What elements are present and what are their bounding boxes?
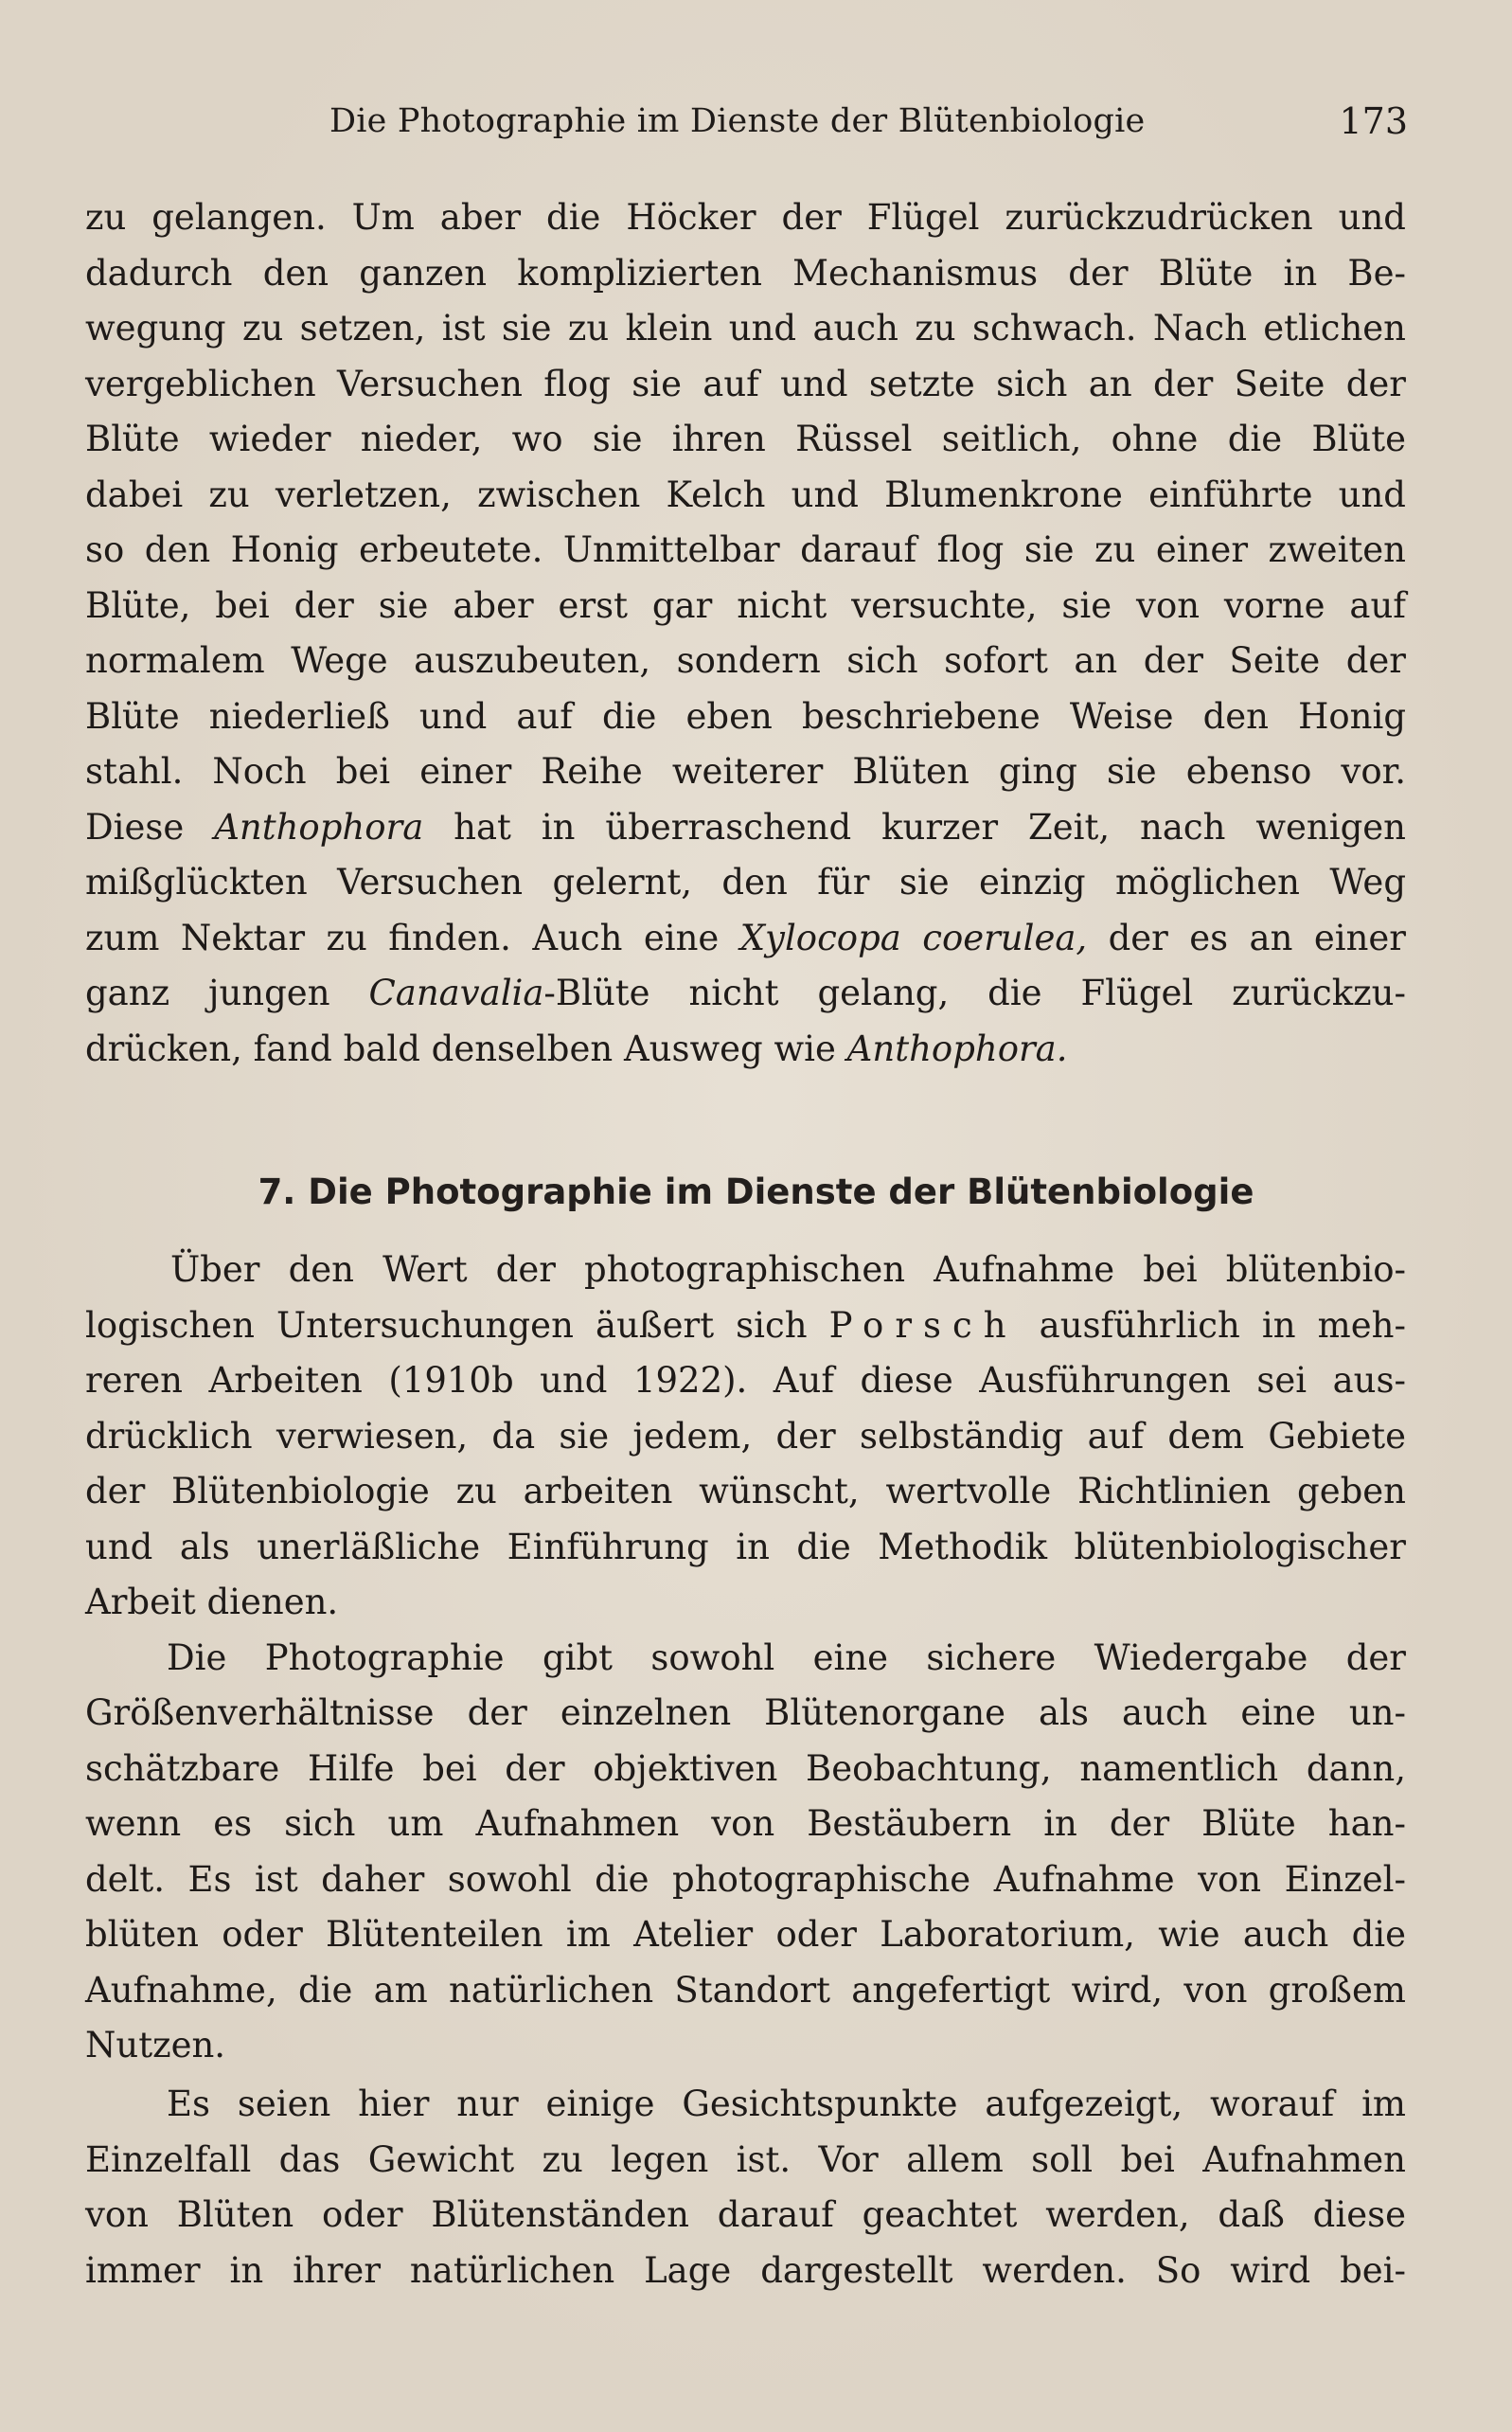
- text-line: [85, 1022, 1406, 1077]
- text-line: drücklich verwiesen, da sie jedem, der selbständig auf dem Gebiete: [85, 1416, 1406, 1457]
- text-line: Einzelfall das Gewicht zu legen ist. Vor allem soll bei Aufnahmen: [85, 2139, 1406, 2180]
- text-line: Aufnahme, die am natürlichen Standort angefertigt wird, von großem: [85, 1970, 1406, 2011]
- section-heading: 7. Die Photographie im Dienste der Blütenbiologie: [258, 1171, 1254, 1212]
- text-run: hat in überraschend kurzer Zeit, nach wenigen: [423, 807, 1406, 848]
- text-line: stahl. Noch bei einer Reihe weiterer Blüten ging sie ebenso vor.: [85, 751, 1406, 792]
- text-line: immer in ihrer natürlichen Lage dargestellt werden. So wird bei-: [85, 2250, 1406, 2291]
- italic-taxon: Canavalia: [368, 973, 544, 1013]
- text-line: dadurch den ganzen komplizierten Mechanismus der Blüte in Be-: [85, 253, 1406, 294]
- text-line: mißglückten Versuchen gelernt, den für sie einzig möglichen Weg: [85, 862, 1406, 903]
- text-run: zum Nektar zu finden. Auch eine: [85, 918, 740, 958]
- text-line: normalem Wege auszubeuten, sondern sich sofort an der Seite der: [85, 640, 1406, 681]
- text-run: -Blüte nicht gelang, die Flügel zurückzu-: [543, 973, 1406, 1013]
- text-run: Diese: [85, 807, 215, 848]
- text-line: blüten oder Blütenteilen im Atelier oder Laboratorium, wie auch die: [85, 1914, 1406, 1955]
- text-line: schätzbare Hilfe bei der objektiven Beobachtung, namentlich dann,: [85, 1748, 1406, 1789]
- text-line: [85, 800, 1406, 855]
- text-line: und als unerläßliche Einführung in die Methodik blütenbiologischer: [85, 1527, 1406, 1567]
- text-line: delt. Es ist daher sowohl die photographische Aufnahme von Einzel-: [85, 1859, 1406, 1900]
- text-line: Arbeit dienen.: [85, 1582, 339, 1622]
- text-line: [85, 911, 1406, 966]
- text-line: reren Arbeiten (1910b und 1922). Auf diese Ausführungen sei aus-: [85, 1360, 1406, 1401]
- text-line: Größenverhältnisse der einzelnen Blütenorgane als auch eine un-: [85, 1692, 1406, 1733]
- text-line: [85, 1298, 1406, 1353]
- text-run: ausführlich in meh-: [1017, 1305, 1406, 1346]
- text-line: der Blütenbiologie zu arbeiten wünscht, wertvolle Richtlinien geben: [85, 1471, 1406, 1511]
- spaced-author-name: Porsch: [828, 1305, 1018, 1346]
- text-line: zu gelangen. Um aber die Höcker der Flügel zurückzudrücken und: [85, 197, 1406, 238]
- page-number: 173: [1339, 100, 1408, 142]
- text-line: dabei zu verletzen, zwischen Kelch und Blumenkrone einführte und: [85, 474, 1406, 515]
- text-line: [85, 966, 1406, 1021]
- text-run: ganz jungen: [85, 973, 369, 1013]
- italic-taxon: Anthophora.: [846, 1028, 1068, 1069]
- text-line: vergeblichen Versuchen flog sie auf und setzte sich an der Seite der: [85, 364, 1406, 404]
- text-run: drücken, fand bald denselben Ausweg wie: [85, 1028, 847, 1069]
- italic-taxon: Xylocopa coerulea,: [739, 918, 1088, 958]
- text-line: Die Photographie gibt sowohl eine sichere Wiedergabe der: [167, 1637, 1406, 1678]
- text-line: Blüte, bei der sie aber erst gar nicht versuchte, sie von vorne auf: [85, 585, 1406, 626]
- text-run: der es an einer: [1087, 918, 1406, 958]
- text-line: wegung zu setzen, ist sie zu klein und auch zu schwach. Nach etlichen: [85, 308, 1406, 349]
- text-line: wenn es sich um Aufnahmen von Bestäubern in der Blüte han-: [85, 1803, 1406, 1844]
- text-line: von Blüten oder Blütenständen darauf geachtet werden, daß diese: [85, 2194, 1406, 2235]
- text-line: Nutzen.: [85, 2025, 226, 2065]
- text-line: Blüte niederließ und auf die eben beschriebene Weise den Honig: [85, 696, 1406, 737]
- text-line: Es seien hier nur einige Gesichtspunkte aufgezeigt, worauf im: [167, 2083, 1406, 2124]
- italic-taxon: Anthophora: [214, 807, 424, 848]
- text-line: so den Honig erbeutete. Unmittelbar darauf flog sie zu einer zweiten: [85, 529, 1406, 570]
- text-line: Über den Wert der photographischen Aufnahme bei blütenbio-: [170, 1249, 1406, 1290]
- text-line: Blüte wieder nieder, wo sie ihren Rüssel seitlich, ohne die Blüte: [85, 419, 1406, 459]
- text-run: logischen Untersuchungen äußert sich: [85, 1305, 829, 1346]
- running-head: Die Photographie im Dienste der Blütenbiologie: [329, 102, 1146, 140]
